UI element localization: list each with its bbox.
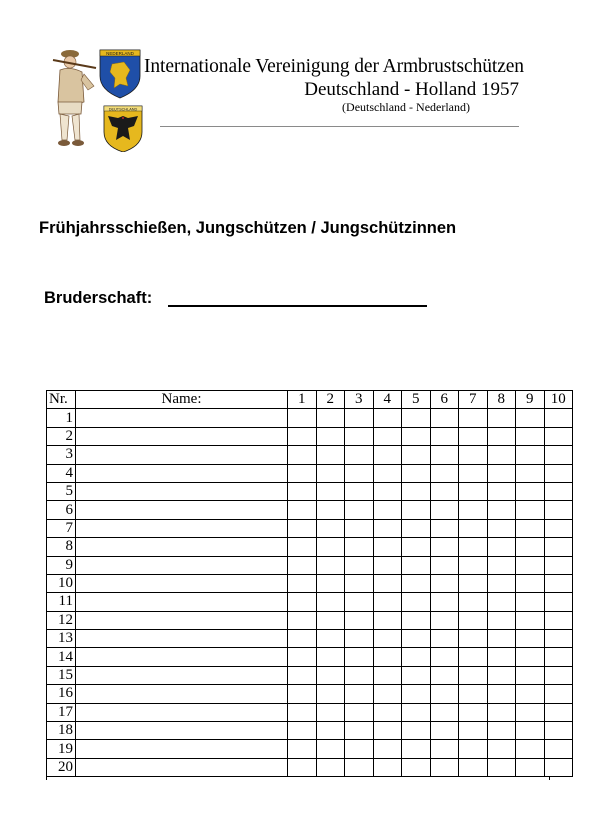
bruderschaft-input-line[interactable] [168, 305, 427, 307]
shot-1-cell[interactable] [288, 758, 317, 776]
shot-1-cell[interactable] [288, 446, 317, 464]
shot-1-cell[interactable] [288, 630, 317, 648]
shot-6-cell[interactable] [430, 611, 459, 629]
shot-8-cell[interactable] [487, 630, 516, 648]
shot-2-cell[interactable] [316, 630, 345, 648]
shot-2-cell[interactable] [316, 519, 345, 537]
shot-8-cell[interactable] [487, 685, 516, 703]
shot-9-cell[interactable] [516, 703, 545, 721]
shot-2-cell[interactable] [316, 556, 345, 574]
name-cell[interactable] [76, 482, 288, 500]
shot-3-cell[interactable] [345, 740, 374, 758]
shot-9-cell[interactable] [516, 482, 545, 500]
table-row [47, 446, 573, 464]
shot-1-cell[interactable] [288, 648, 317, 666]
shot-5-cell[interactable] [402, 482, 431, 500]
shot-3-cell[interactable] [345, 464, 374, 482]
shot-4-cell[interactable] [373, 648, 402, 666]
shot-9-cell[interactable] [516, 574, 545, 592]
shot-5-cell[interactable] [402, 593, 431, 611]
shot-7-cell[interactable] [459, 464, 488, 482]
name-cell[interactable] [76, 740, 288, 758]
shot-5-cell[interactable] [402, 556, 431, 574]
shot-1-cell[interactable] [288, 538, 317, 556]
shot-7-cell[interactable] [459, 611, 488, 629]
table-row [47, 482, 573, 500]
shot-8-cell[interactable] [487, 482, 516, 500]
row-number: 4 [47, 464, 76, 482]
table-row [47, 648, 573, 666]
table-row [47, 758, 573, 776]
shot-2-cell[interactable] [316, 722, 345, 740]
name-cell[interactable] [76, 593, 288, 611]
shot-8-cell[interactable] [487, 722, 516, 740]
shot-7-cell[interactable] [459, 758, 488, 776]
name-cell[interactable] [76, 446, 288, 464]
row-number: 19 [47, 740, 76, 758]
shot-7-cell[interactable] [459, 685, 488, 703]
shot-4-cell[interactable] [373, 519, 402, 537]
shot-2-cell[interactable] [316, 538, 345, 556]
shot-5-cell[interactable] [402, 501, 431, 519]
header-shot-9: 9 [516, 391, 545, 409]
shot-6-cell[interactable] [430, 574, 459, 592]
shot-10-cell[interactable] [544, 574, 573, 592]
shot-3-cell[interactable] [345, 482, 374, 500]
shot-7-cell[interactable] [459, 593, 488, 611]
shot-8-cell[interactable] [487, 574, 516, 592]
shot-9-cell[interactable] [516, 630, 545, 648]
row-number: 1 [47, 409, 76, 427]
shot-8-cell[interactable] [487, 464, 516, 482]
shot-4-cell[interactable] [373, 409, 402, 427]
row-number: 14 [47, 648, 76, 666]
shot-4-cell[interactable] [373, 482, 402, 500]
row-number: 16 [47, 685, 76, 703]
row-number: 11 [47, 593, 76, 611]
shot-9-cell[interactable] [516, 538, 545, 556]
shot-6-cell[interactable] [430, 630, 459, 648]
svg-text:DEUTSCHLAND: DEUTSCHLAND [108, 107, 138, 112]
row-number: 17 [47, 703, 76, 721]
shot-6-cell[interactable] [430, 722, 459, 740]
shot-2-cell[interactable] [316, 427, 345, 445]
organization-name: Internationale Vereinigung der Armbrustschützen [144, 56, 524, 77]
shot-8-cell[interactable] [487, 666, 516, 684]
shot-3-cell[interactable] [345, 446, 374, 464]
shot-4-cell[interactable] [373, 611, 402, 629]
name-cell[interactable] [76, 666, 288, 684]
shot-6-cell[interactable] [430, 427, 459, 445]
name-cell[interactable] [76, 519, 288, 537]
shot-9-cell[interactable] [516, 611, 545, 629]
header-shot-3: 3 [345, 391, 374, 409]
shot-4-cell[interactable] [373, 703, 402, 721]
shot-10-cell[interactable] [544, 593, 573, 611]
header-shot-6: 6 [430, 391, 459, 409]
shot-7-cell[interactable] [459, 666, 488, 684]
shot-4-cell[interactable] [373, 556, 402, 574]
shot-1-cell[interactable] [288, 685, 317, 703]
row-number: 6 [47, 501, 76, 519]
shot-6-cell[interactable] [430, 409, 459, 427]
name-cell[interactable] [76, 685, 288, 703]
shot-8-cell[interactable] [487, 611, 516, 629]
shot-1-cell[interactable] [288, 556, 317, 574]
shot-10-cell[interactable] [544, 501, 573, 519]
shot-1-cell[interactable] [288, 666, 317, 684]
shot-9-cell[interactable] [516, 501, 545, 519]
score-table-body [47, 409, 573, 777]
name-cell[interactable] [76, 611, 288, 629]
shot-2-cell[interactable] [316, 685, 345, 703]
row-number: 13 [47, 630, 76, 648]
shot-3-cell[interactable] [345, 538, 374, 556]
shot-4-cell[interactable] [373, 427, 402, 445]
table-row [47, 574, 573, 592]
shot-8-cell[interactable] [487, 538, 516, 556]
shot-10-cell[interactable] [544, 648, 573, 666]
club-logo [48, 44, 143, 152]
shot-2-cell[interactable] [316, 593, 345, 611]
shot-10-cell[interactable] [544, 482, 573, 500]
shot-5-cell[interactable] [402, 685, 431, 703]
shot-9-cell[interactable] [516, 648, 545, 666]
header-divider [160, 126, 519, 127]
name-cell[interactable] [76, 648, 288, 666]
shot-9-cell[interactable] [516, 758, 545, 776]
table-left-edge-stub [46, 776, 47, 780]
shot-3-cell[interactable] [345, 758, 374, 776]
page-bottom-blank [0, 777, 593, 839]
shot-4-cell[interactable] [373, 740, 402, 758]
shot-5-cell[interactable] [402, 409, 431, 427]
shot-1-cell[interactable] [288, 703, 317, 721]
header-shot-10: 10 [544, 391, 573, 409]
name-cell[interactable] [76, 538, 288, 556]
table-right-edge-stub [549, 776, 550, 780]
shot-1-cell[interactable] [288, 593, 317, 611]
shot-9-cell[interactable] [516, 409, 545, 427]
shot-1-cell[interactable] [288, 740, 317, 758]
shot-6-cell[interactable] [430, 464, 459, 482]
shot-9-cell[interactable] [516, 427, 545, 445]
shot-7-cell[interactable] [459, 446, 488, 464]
shot-5-cell[interactable] [402, 648, 431, 666]
shot-6-cell[interactable] [430, 482, 459, 500]
shot-6-cell[interactable] [430, 740, 459, 758]
table-row [47, 685, 573, 703]
shot-7-cell[interactable] [459, 427, 488, 445]
shot-10-cell[interactable] [544, 556, 573, 574]
row-number: 18 [47, 722, 76, 740]
shot-5-cell[interactable] [402, 519, 431, 537]
shot-10-cell[interactable] [544, 630, 573, 648]
header-shot-2: 2 [316, 391, 345, 409]
shot-3-cell[interactable] [345, 574, 374, 592]
shot-8-cell[interactable] [487, 648, 516, 666]
shot-5-cell[interactable] [402, 666, 431, 684]
shot-10-cell[interactable] [544, 464, 573, 482]
shot-10-cell[interactable] [544, 740, 573, 758]
shot-7-cell[interactable] [459, 722, 488, 740]
shot-6-cell[interactable] [430, 446, 459, 464]
shot-2-cell[interactable] [316, 758, 345, 776]
shot-7-cell[interactable] [459, 482, 488, 500]
shot-8-cell[interactable] [487, 556, 516, 574]
name-cell[interactable] [76, 409, 288, 427]
table-row [47, 611, 573, 629]
shot-6-cell[interactable] [430, 648, 459, 666]
page-title: Frühjahrsschießen, Jungschützen / Jungschützinnen [39, 219, 457, 237]
shot-3-cell[interactable] [345, 666, 374, 684]
shot-10-cell[interactable] [544, 409, 573, 427]
header-shot-7: 7 [459, 391, 488, 409]
organization-countries: (Deutschland - Nederland) [342, 100, 470, 114]
shot-7-cell[interactable] [459, 409, 488, 427]
shot-4-cell[interactable] [373, 685, 402, 703]
shot-3-cell[interactable] [345, 722, 374, 740]
table-row [47, 666, 573, 684]
shot-9-cell[interactable] [516, 556, 545, 574]
row-number: 12 [47, 611, 76, 629]
shot-5-cell[interactable] [402, 611, 431, 629]
shot-8-cell[interactable] [487, 593, 516, 611]
shot-2-cell[interactable] [316, 482, 345, 500]
name-cell[interactable] [76, 703, 288, 721]
shot-5-cell[interactable] [402, 464, 431, 482]
name-cell[interactable] [76, 427, 288, 445]
shot-1-cell[interactable] [288, 501, 317, 519]
shot-8-cell[interactable] [487, 758, 516, 776]
row-number: 9 [47, 556, 76, 574]
header-name: Name: [76, 391, 288, 409]
name-cell[interactable] [76, 758, 288, 776]
nederland-shield-icon [100, 50, 140, 98]
row-number: 15 [47, 666, 76, 684]
row-number: 10 [47, 574, 76, 592]
shot-2-cell[interactable] [316, 446, 345, 464]
table-row [47, 593, 573, 611]
shot-6-cell[interactable] [430, 703, 459, 721]
shot-9-cell[interactable] [516, 519, 545, 537]
shot-5-cell[interactable] [402, 574, 431, 592]
table-row [47, 703, 573, 721]
row-number: 7 [47, 519, 76, 537]
shot-8-cell[interactable] [487, 703, 516, 721]
table-bottom-edge [46, 776, 550, 777]
header-shot-4: 4 [373, 391, 402, 409]
header-shot-1: 1 [288, 391, 317, 409]
shot-7-cell[interactable] [459, 703, 488, 721]
shot-6-cell[interactable] [430, 556, 459, 574]
shot-3-cell[interactable] [345, 630, 374, 648]
name-cell[interactable] [76, 556, 288, 574]
deutschland-shield-icon [104, 106, 142, 152]
row-number: 20 [47, 758, 76, 776]
table-header-row [47, 391, 573, 409]
shot-3-cell[interactable] [345, 593, 374, 611]
shot-5-cell[interactable] [402, 427, 431, 445]
shot-3-cell[interactable] [345, 648, 374, 666]
shot-1-cell[interactable] [288, 427, 317, 445]
shot-9-cell[interactable] [516, 740, 545, 758]
row-number: 5 [47, 482, 76, 500]
shot-9-cell[interactable] [516, 722, 545, 740]
shot-5-cell[interactable] [402, 758, 431, 776]
shot-6-cell[interactable] [430, 501, 459, 519]
shot-6-cell[interactable] [430, 538, 459, 556]
shot-1-cell[interactable] [288, 482, 317, 500]
shot-1-cell[interactable] [288, 519, 317, 537]
shot-4-cell[interactable] [373, 574, 402, 592]
shot-10-cell[interactable] [544, 666, 573, 684]
shot-10-cell[interactable] [544, 722, 573, 740]
table-row [47, 740, 573, 758]
table-row [47, 519, 573, 537]
shot-5-cell[interactable] [402, 446, 431, 464]
table-row [47, 409, 573, 427]
row-number: 2 [47, 427, 76, 445]
shot-2-cell[interactable] [316, 501, 345, 519]
shot-10-cell[interactable] [544, 538, 573, 556]
shot-7-cell[interactable] [459, 501, 488, 519]
shot-5-cell[interactable] [402, 740, 431, 758]
shot-7-cell[interactable] [459, 740, 488, 758]
shot-2-cell[interactable] [316, 740, 345, 758]
shot-4-cell[interactable] [373, 501, 402, 519]
name-cell[interactable] [76, 574, 288, 592]
table-row [47, 464, 573, 482]
shot-4-cell[interactable] [373, 464, 402, 482]
shot-5-cell[interactable] [402, 703, 431, 721]
shot-2-cell[interactable] [316, 703, 345, 721]
shot-4-cell[interactable] [373, 758, 402, 776]
organization-subtitle: Deutschland - Holland 1957 [304, 79, 519, 100]
shot-10-cell[interactable] [544, 703, 573, 721]
shot-3-cell[interactable] [345, 409, 374, 427]
shot-7-cell[interactable] [459, 630, 488, 648]
shot-6-cell[interactable] [430, 685, 459, 703]
shot-5-cell[interactable] [402, 538, 431, 556]
row-number: 8 [47, 538, 76, 556]
name-cell[interactable] [76, 722, 288, 740]
shot-3-cell[interactable] [345, 519, 374, 537]
shot-2-cell[interactable] [316, 648, 345, 666]
shot-3-cell[interactable] [345, 427, 374, 445]
shot-9-cell[interactable] [516, 464, 545, 482]
shot-4-cell[interactable] [373, 593, 402, 611]
row-number: 3 [47, 446, 76, 464]
shot-5-cell[interactable] [402, 630, 431, 648]
shot-6-cell[interactable] [430, 758, 459, 776]
shot-8-cell[interactable] [487, 519, 516, 537]
shot-8-cell[interactable] [487, 446, 516, 464]
name-cell[interactable] [76, 630, 288, 648]
shot-7-cell[interactable] [459, 519, 488, 537]
shot-2-cell[interactable] [316, 409, 345, 427]
shot-3-cell[interactable] [345, 703, 374, 721]
header-shot-8: 8 [487, 391, 516, 409]
shot-1-cell[interactable] [288, 611, 317, 629]
table-row [47, 427, 573, 445]
shot-9-cell[interactable] [516, 446, 545, 464]
table-row [47, 630, 573, 648]
shot-7-cell[interactable] [459, 574, 488, 592]
shot-5-cell[interactable] [402, 722, 431, 740]
svg-text:NEDERLAND: NEDERLAND [106, 51, 134, 56]
score-table [46, 390, 573, 777]
shot-8-cell[interactable] [487, 740, 516, 758]
header-nr: Nr. [47, 391, 76, 409]
table-row [47, 556, 573, 574]
shot-10-cell[interactable] [544, 519, 573, 537]
shot-1-cell[interactable] [288, 464, 317, 482]
table-row [47, 538, 573, 556]
shot-3-cell[interactable] [345, 685, 374, 703]
shot-8-cell[interactable] [487, 409, 516, 427]
shot-4-cell[interactable] [373, 666, 402, 684]
shot-10-cell[interactable] [544, 611, 573, 629]
shot-4-cell[interactable] [373, 630, 402, 648]
shot-7-cell[interactable] [459, 556, 488, 574]
shot-1-cell[interactable] [288, 409, 317, 427]
shot-8-cell[interactable] [487, 501, 516, 519]
shot-3-cell[interactable] [345, 501, 374, 519]
shot-3-cell[interactable] [345, 611, 374, 629]
crossbowman-figure-icon [53, 50, 96, 146]
shot-2-cell[interactable] [316, 464, 345, 482]
shot-4-cell[interactable] [373, 446, 402, 464]
table-row [47, 501, 573, 519]
shot-4-cell[interactable] [373, 538, 402, 556]
shot-10-cell[interactable] [544, 446, 573, 464]
header-shot-5: 5 [402, 391, 431, 409]
name-cell[interactable] [76, 464, 288, 482]
shot-2-cell[interactable] [316, 611, 345, 629]
shot-1-cell[interactable] [288, 574, 317, 592]
shot-2-cell[interactable] [316, 666, 345, 684]
bruderschaft-label: Bruderschaft: [44, 289, 153, 307]
shot-2-cell[interactable] [316, 574, 345, 592]
table-row [47, 722, 573, 740]
shot-7-cell[interactable] [459, 538, 488, 556]
shot-10-cell[interactable] [544, 758, 573, 776]
shot-7-cell[interactable] [459, 648, 488, 666]
name-cell[interactable] [76, 501, 288, 519]
shot-9-cell[interactable] [516, 685, 545, 703]
shot-1-cell[interactable] [288, 722, 317, 740]
shot-9-cell[interactable] [516, 666, 545, 684]
shot-6-cell[interactable] [430, 666, 459, 684]
shot-4-cell[interactable] [373, 722, 402, 740]
shot-9-cell[interactable] [516, 593, 545, 611]
shot-6-cell[interactable] [430, 519, 459, 537]
shot-8-cell[interactable] [487, 427, 516, 445]
shot-3-cell[interactable] [345, 556, 374, 574]
shot-10-cell[interactable] [544, 427, 573, 445]
shot-10-cell[interactable] [544, 685, 573, 703]
shot-6-cell[interactable] [430, 593, 459, 611]
